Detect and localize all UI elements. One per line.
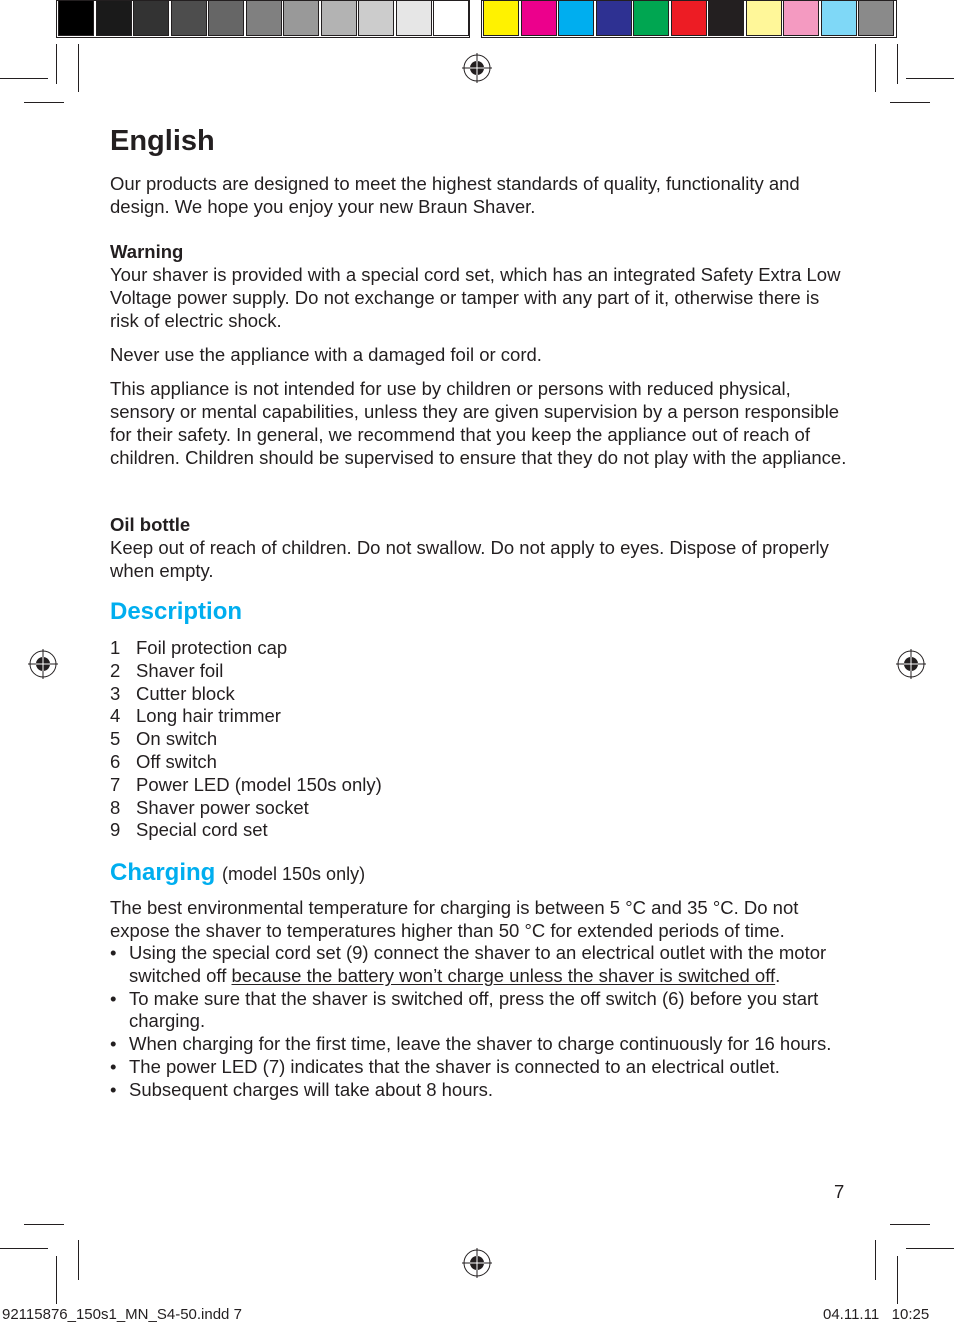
description-item-label: Shaver power socket xyxy=(136,796,309,818)
crop-mark xyxy=(897,44,898,84)
description-item-number: 2 xyxy=(110,659,121,681)
gray-swatch xyxy=(433,0,469,36)
description-item xyxy=(110,797,850,820)
warning-paragraph-2: Never use the appliance with a damaged foil or cord. xyxy=(110,344,542,365)
description-item-number: 4 xyxy=(110,705,121,727)
charging-section xyxy=(110,859,850,1102)
warning-block xyxy=(110,240,850,469)
process-color-bar xyxy=(483,0,896,38)
charging-step-text: Using the special cord set (9) connect the shaver to an electrical outlet with the motor switched off xyxy=(129,942,827,986)
description-heading: Description xyxy=(110,598,243,625)
file-slug: 92115876_150s1_MN_S4-50.indd 7 xyxy=(2,1306,242,1323)
charging-step-text: . xyxy=(775,964,781,986)
color-swatch xyxy=(596,0,632,36)
description-item xyxy=(110,660,850,683)
date-slug: 04.11.11 10:25 xyxy=(823,1306,930,1323)
charging-step: • When charging for the first time, leave the shaver to charge continuously for 16 hours. xyxy=(110,1033,850,1056)
registration-mark-icon xyxy=(28,649,58,679)
warning-paragraph-3: This appliance is not intended for use by children or persons with reduced physical, sensory or mental capabilities, unless they are given supervision by a person responsible for their safety. In general, we recommend that you keep the appliance out of reach of children. Children should be supervised to ensure that they do not play with the appliance. xyxy=(110,378,847,468)
color-swatch xyxy=(558,0,594,36)
charging-step: • Subsequent charges will take about 8 hours. xyxy=(110,1079,850,1102)
description-item xyxy=(110,774,850,797)
description-item-label: Long hair trimmer xyxy=(136,705,281,727)
registration-mark-icon xyxy=(462,1248,492,1278)
color-swatch xyxy=(783,0,819,36)
charging-title: Charging xyxy=(110,859,216,886)
description-item-number: 7 xyxy=(110,773,121,795)
color-swatch xyxy=(521,0,557,36)
color-swatch xyxy=(633,0,669,36)
description-item-number: 6 xyxy=(110,750,121,772)
page-title: English xyxy=(110,125,215,157)
color-swatch xyxy=(746,0,782,36)
gray-swatch xyxy=(208,0,244,36)
crop-mark xyxy=(897,1256,898,1304)
charging-heading xyxy=(110,859,850,887)
oil-bottle-text: Keep out of reach of children. Do not swallow. Do not apply to eyes. Dispose of properly when empty. xyxy=(110,537,829,581)
description-item-label: Power LED (model 150s only) xyxy=(136,773,382,795)
crop-mark xyxy=(56,44,57,84)
description-item-number: 1 xyxy=(110,637,121,658)
crop-mark xyxy=(875,1240,876,1280)
crop-mark xyxy=(890,1224,930,1225)
description-item xyxy=(110,819,850,842)
registration-mark-icon xyxy=(896,649,926,679)
gray-swatch xyxy=(321,0,357,36)
charging-steps xyxy=(110,942,850,1102)
grayscale-color-bar xyxy=(58,0,471,38)
warning-paragraph-1: Your shaver is provided with a special cord set, which has an integrated Safety Extra Low Voltage power supply. Do not exchange or tamper with any part of it, otherwise there is risk of electric shock. xyxy=(110,264,841,331)
oil-bottle-block xyxy=(110,513,850,582)
description-item-label: Special cord set xyxy=(136,819,268,841)
page-number: 7 xyxy=(834,1181,845,1202)
charging-step-underline: because the battery won’t charge unless the shaver is switched off xyxy=(231,964,776,986)
crop-mark xyxy=(906,78,954,79)
description-item xyxy=(110,728,850,751)
description-list xyxy=(110,637,850,842)
gray-swatch xyxy=(358,0,394,36)
gray-swatch xyxy=(133,0,169,36)
registration-mark-icon xyxy=(462,53,492,83)
warning-title: Warning xyxy=(110,241,184,262)
intro-paragraph: Our products are designed to meet the highest standards of quality, functionality and design. We hope you enjoy your new Braun Shaver. xyxy=(110,173,800,217)
description-item-number: 8 xyxy=(110,796,121,818)
crop-mark xyxy=(24,1224,64,1225)
color-swatch xyxy=(858,0,894,36)
color-swatch xyxy=(483,0,519,36)
crop-mark xyxy=(875,44,876,92)
crop-mark xyxy=(906,1248,954,1249)
gray-swatch xyxy=(396,0,432,36)
color-swatch xyxy=(708,0,744,36)
crop-mark xyxy=(24,102,64,103)
charging-step: • The power LED (7) indicates that the shaver is connected to an electrical outlet. xyxy=(110,1056,850,1079)
crop-mark xyxy=(0,78,48,79)
charging-intro: The best environmental temperature for charging is between 5 °C and 35 °C. Do not expose the shaver to temperatures higher than 50 °C for extended periods of time. xyxy=(110,897,799,941)
color-swatch xyxy=(671,0,707,36)
gray-swatch xyxy=(171,0,207,36)
description-item-label: Off switch xyxy=(136,750,217,772)
charging-step: • To make sure that the shaver is switched off, press the off switch (6) before you start charging. xyxy=(110,988,850,1034)
gray-swatch xyxy=(58,0,94,36)
crop-mark xyxy=(56,1256,57,1304)
gray-swatch xyxy=(246,0,282,36)
crop-mark xyxy=(78,44,79,92)
charging-subtitle: (model 150s only) xyxy=(222,864,366,884)
description-item xyxy=(110,751,850,774)
description-item-number: 3 xyxy=(110,682,121,704)
charging-step xyxy=(110,942,850,988)
description-item-label: Foil protection cap xyxy=(136,637,288,658)
crop-mark xyxy=(890,102,930,103)
description-item-label: Shaver foil xyxy=(136,659,224,681)
crop-mark xyxy=(0,1248,48,1249)
gray-swatch xyxy=(283,0,319,36)
description-item-label: Cutter block xyxy=(136,682,235,704)
description-item-label: On switch xyxy=(136,728,218,750)
crop-mark xyxy=(78,1240,79,1280)
description-item-number: 9 xyxy=(110,819,121,841)
description-item-number: 5 xyxy=(110,728,121,750)
description-item xyxy=(110,705,850,728)
gray-swatch xyxy=(96,0,132,36)
color-swatch xyxy=(821,0,857,36)
intro-block xyxy=(110,172,850,218)
description-item xyxy=(110,683,850,706)
description-item xyxy=(110,637,850,660)
description-section xyxy=(110,598,850,842)
oil-bottle-title: Oil bottle xyxy=(110,514,191,535)
